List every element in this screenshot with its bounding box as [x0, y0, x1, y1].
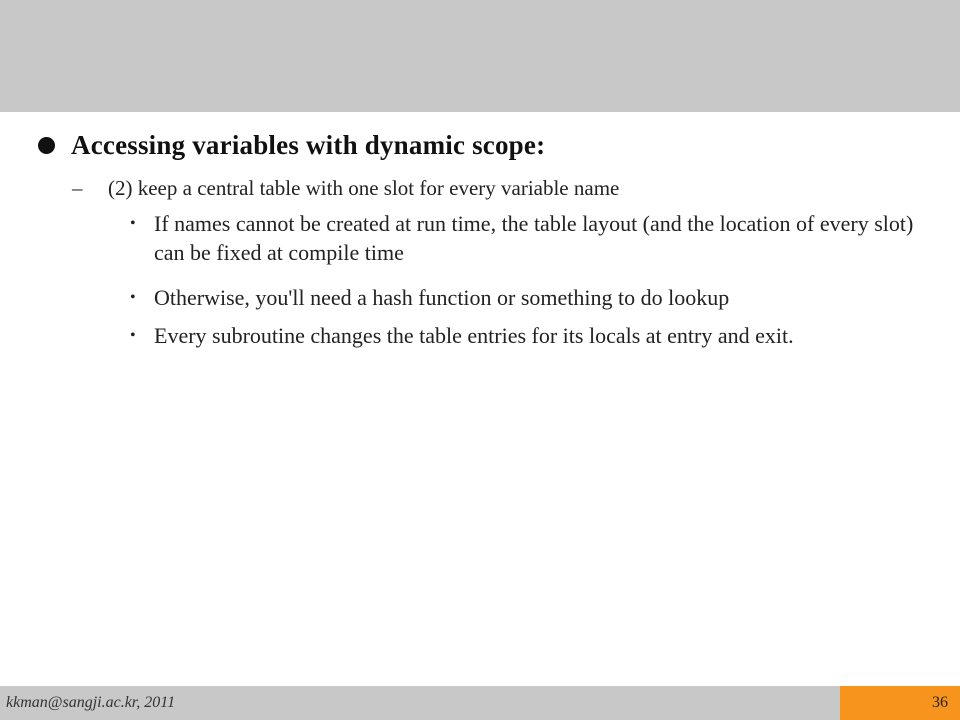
heading-row: [38, 130, 545, 161]
bullet-text: Every subroutine changes the table entries for its locals at entry and exit.: [154, 323, 794, 348]
bullet-text: Otherwise, you'll need a hash function or something to do lookup: [154, 285, 730, 310]
page-number: 36: [932, 694, 948, 711]
bullet-dot-icon: •: [130, 327, 136, 344]
slide-heading: Accessing variables with dynamic scope:: [71, 130, 546, 160]
sub-point: [72, 176, 619, 201]
dash-marker: –: [72, 176, 83, 200]
bullet-dot-icon: •: [130, 215, 136, 232]
footer-accent-band: [840, 686, 960, 720]
bullet-item: [130, 321, 934, 350]
filled-circle-bullet-icon: [38, 137, 55, 154]
bullet-item: [130, 209, 934, 267]
bullet-dot-icon: •: [130, 289, 136, 306]
footer-email: kkman@sangji.ac.kr, 2011: [6, 694, 176, 711]
footer-left-band: [0, 686, 840, 720]
header-band: [0, 0, 960, 112]
bullet-text: If names cannot be created at run time, the table layout (and the location of every slot) can be fixed at compile time: [154, 211, 914, 265]
bullet-item: [130, 283, 934, 312]
sub-point-text: (2) keep a central table with one slot for every variable name: [108, 176, 620, 200]
footer-bar: [0, 686, 960, 720]
